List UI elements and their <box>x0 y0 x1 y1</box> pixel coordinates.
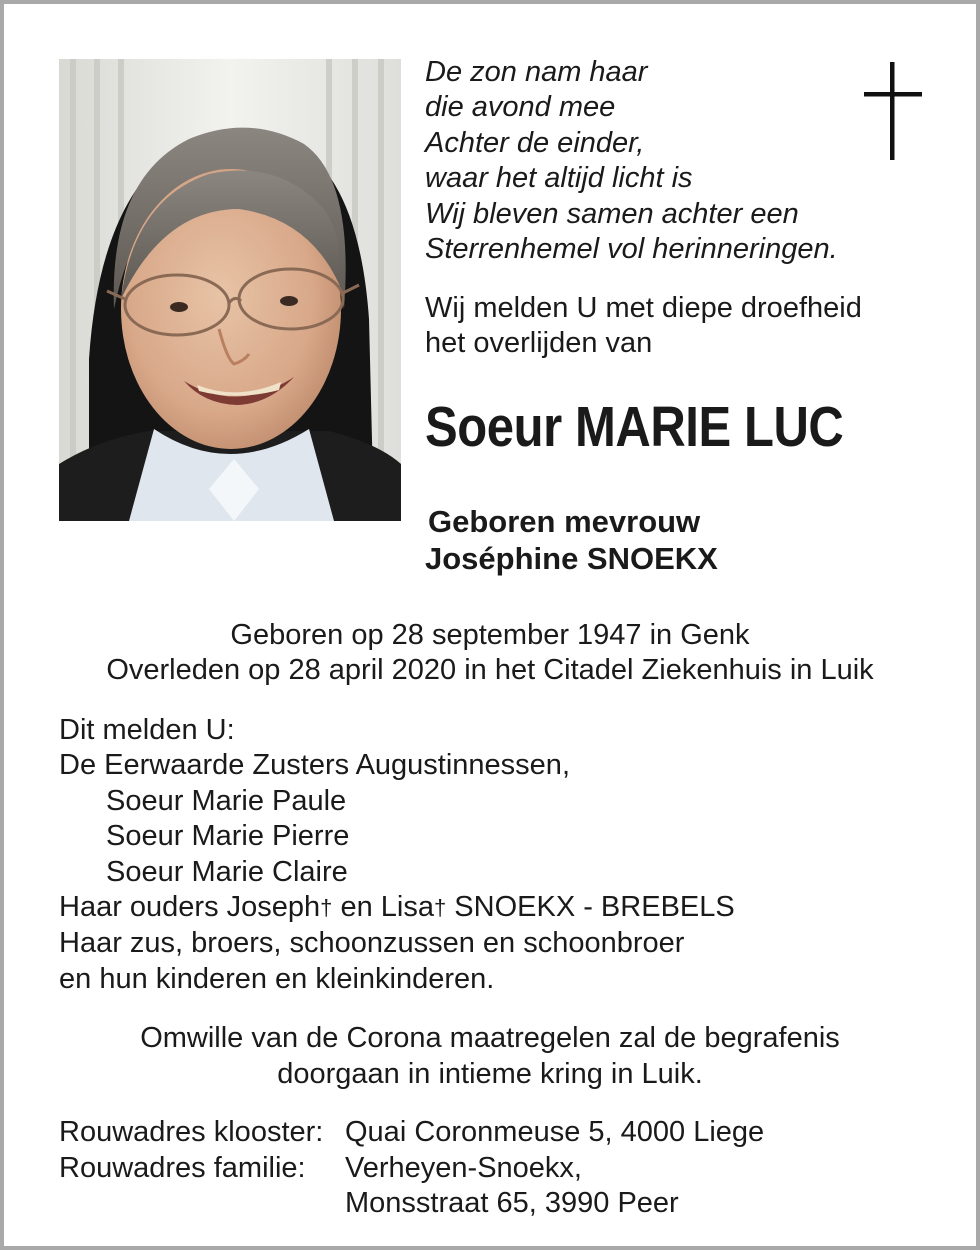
family-heading: Dit melden U: <box>59 714 235 746</box>
notice-line: Omwille van de Corona maatregelen zal de begrafenis <box>140 1022 840 1054</box>
sister-name: Soeur Marie Paule <box>106 784 347 817</box>
deceased-name: Soeur MARIE LUC <box>425 395 844 459</box>
intro-line: Wij melden U met diepe droefheid <box>425 292 862 324</box>
birth-name-line: Geboren mevrouw <box>428 504 701 539</box>
siblings-line: en hun kinderen en kleinkinderen. <box>59 962 495 995</box>
monastery-address <box>59 1115 764 1151</box>
family-address-cont <box>59 1186 764 1222</box>
life-dates <box>4 618 976 688</box>
notice-line: doorgaan in intieme kring in Luik. <box>277 1057 703 1090</box>
intro-line: het overlijden van <box>425 327 653 359</box>
poem-line: Sterrenhemel vol herinneringen. <box>425 233 838 266</box>
birth-date: Geboren op 28 september 1947 in Genk <box>230 619 750 651</box>
poem-line: Achter de einder, <box>425 126 645 159</box>
address-spacer <box>59 1186 345 1222</box>
poem-line: waar het altijd licht is <box>425 162 693 195</box>
announcement-intro <box>425 291 862 361</box>
portrait-photo <box>59 59 401 521</box>
address-value: Monsstraat 65, 3990 Peer <box>345 1187 679 1219</box>
poem-line: die avond mee <box>425 91 616 124</box>
dagger-icon: † <box>433 895 447 921</box>
dagger-icon: † <box>320 895 333 921</box>
family-address <box>59 1151 764 1187</box>
sister-name: Soeur Marie Claire <box>106 855 348 888</box>
poem-line: Wij bleven samen achter een <box>425 197 799 230</box>
parents-text: en Lisa <box>332 891 434 924</box>
cross-icon <box>864 62 922 160</box>
address-label: Rouwadres klooster: <box>59 1116 324 1148</box>
funeral-notice <box>4 1021 976 1092</box>
parents-text: SNOEKX - BREBELS <box>446 891 735 924</box>
sister-name: Soeur Marie Pierre <box>106 820 350 853</box>
poem-line: De zon nam haar <box>425 56 648 88</box>
birth-name-line: Joséphine SNOEKX <box>425 541 718 576</box>
birth-name <box>425 503 718 577</box>
mourning-addresses <box>59 1115 764 1222</box>
address-value: Verheyen-Snoekx, <box>345 1151 582 1184</box>
parents-text: Haar ouders Joseph <box>59 891 321 924</box>
family-list <box>59 713 735 997</box>
address-value: Quai Coronmeuse 5, 4000 Liege <box>345 1116 765 1148</box>
siblings-line: Haar zus, broers, schoonzussen en schoonbroer <box>59 927 685 960</box>
death-date: Overleden op 28 april 2020 in het Citadel Ziekenhuis in Luik <box>106 654 874 686</box>
poem <box>425 55 838 267</box>
address-label: Rouwadres familie: <box>59 1151 306 1184</box>
parents-line <box>59 890 735 926</box>
congregation: De Eerwaarde Zusters Augustinnessen, <box>59 749 570 782</box>
